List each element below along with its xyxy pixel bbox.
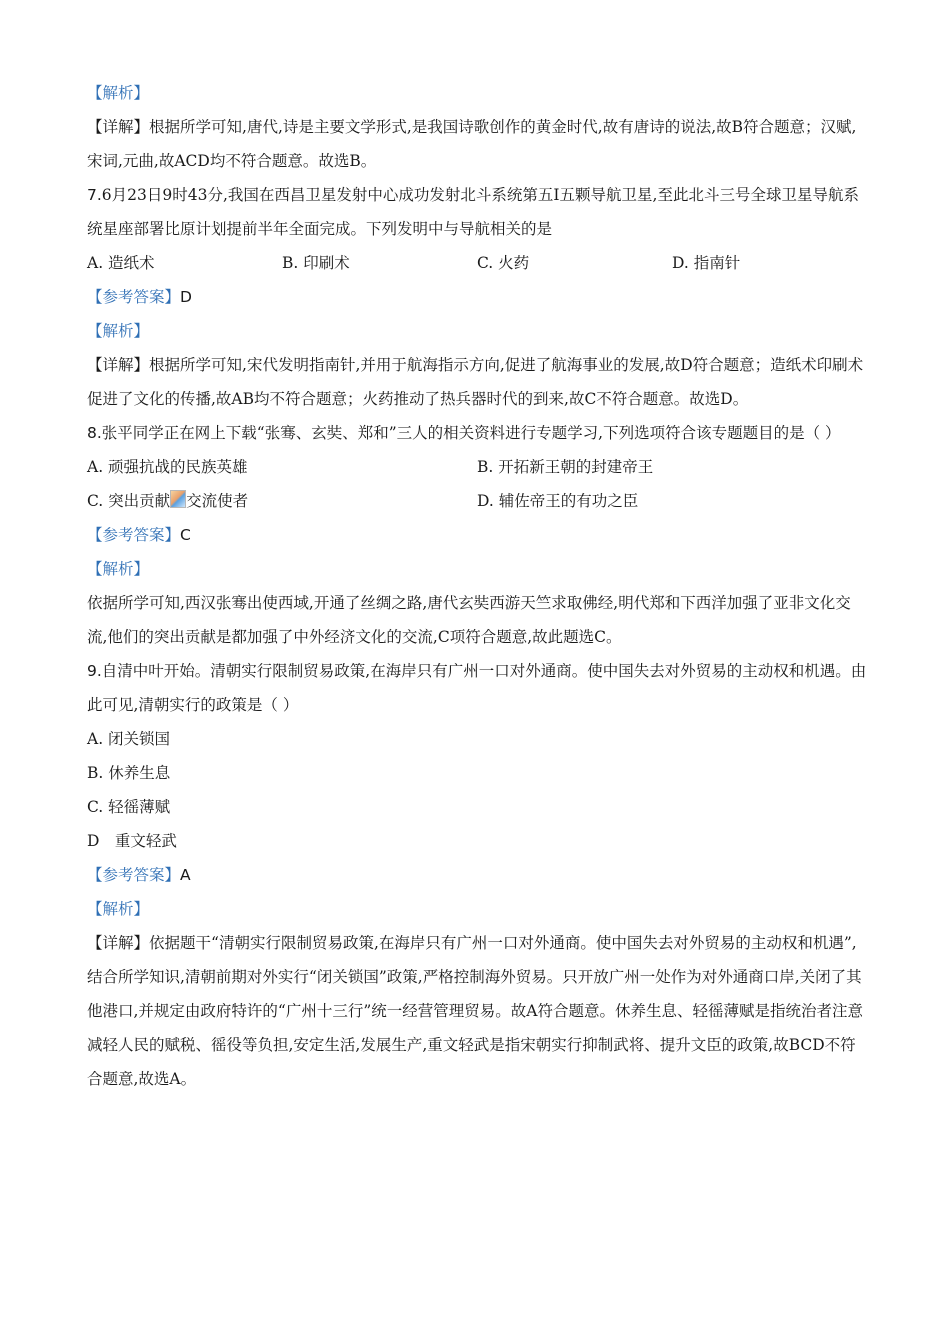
- option-d: D. 指南针: [672, 254, 741, 272]
- analysis-tag: 【解析】: [87, 900, 150, 918]
- question-number: 7.: [87, 186, 102, 204]
- option-c-text-end: 交流使者: [186, 492, 249, 510]
- detail-label: 【详解】: [87, 118, 150, 136]
- options-row: [87, 450, 867, 484]
- option-c: C. 轻徭薄赋: [87, 798, 171, 816]
- answer-value: D: [180, 288, 192, 306]
- question-text: 6月23日9时43分,我国在西昌卫星发射中心成功发射北斗系统第五Ⅰ五颗导航卫星,至此北斗三号全球卫星导航系统星座部署比原计划提前半年全面完成。下列发明中与导航相关的是: [87, 186, 859, 238]
- explanation-paragraph: 依据所学可知,西汉张骞出使西域,开通了丝绸之路,唐代玄奘西游天竺求取佛经,明代郑和下西洋加强了亚非文化交流,他们的突出贡献是都加强了中外经济文化的交流,C项符合题意,故此题选C。: [87, 594, 851, 646]
- answer-label: 【参考答案】: [87, 288, 181, 306]
- question-text: 张平同学正在网上下载“张骞、玄奘、郑和”三人的相关资料进行专题学习,下列选项符合该专题题目的是（ ）: [101, 424, 841, 442]
- option-a: A. 造纸术: [87, 254, 155, 272]
- question-7: [87, 178, 867, 246]
- explanation-text: 根据所学可知,宋代发明指南针,并用于航海指示方向,促进了航海事业的发展,故D符合题意；造纸术印刷术促进了文化的传播,故AB均不符合题意；火药推动了热兵器时代的到来,故C不符合题意。故选D。: [87, 356, 864, 408]
- option-c-text-start: C. 突出贡献: [87, 492, 171, 510]
- explanation-paragraph: [87, 348, 867, 416]
- option-a: A. 顽强抗战的民族英雄: [87, 458, 248, 476]
- question-9: [87, 654, 867, 722]
- analysis-tag: 【解析】: [87, 560, 150, 578]
- question-8: [87, 416, 867, 450]
- question-text: 自清中叶开始。清朝实行限制贸易政策,在海岸只有广州一口对外通商。使中国失去对外贸易的主动权和机遇。由此可见,清朝实行的政策是（ ）: [87, 662, 867, 714]
- answer-label: 【参考答案】: [87, 526, 181, 544]
- analysis-tag: 【解析】: [87, 84, 150, 102]
- option-c: C. 火药: [477, 254, 530, 272]
- options-row: [87, 246, 867, 280]
- explanation-paragraph: [87, 110, 867, 178]
- broken-image-icon: [170, 490, 186, 508]
- detail-label: 【详解】: [87, 934, 150, 952]
- option-b: B. 印刷术: [282, 254, 350, 272]
- reference-answer: [87, 858, 867, 892]
- analysis-tag: 【解析】: [87, 322, 150, 340]
- answer-value: A: [180, 866, 191, 884]
- reference-answer: [87, 518, 867, 552]
- option-d: D. 辅佐帝王的有功之臣: [477, 492, 639, 510]
- explanation-paragraph: [87, 926, 867, 1096]
- document-page: [87, 76, 867, 1096]
- question-number: 8.: [87, 424, 102, 442]
- option-c: [87, 484, 477, 518]
- option-d: D 重文轻武: [87, 832, 177, 850]
- detail-label: 【详解】: [87, 356, 150, 374]
- option-b: B. 休养生息: [87, 764, 171, 782]
- answer-value: C: [180, 526, 191, 544]
- answer-label: 【参考答案】: [87, 866, 181, 884]
- question-number: 9.: [87, 662, 102, 680]
- reference-answer: [87, 280, 867, 314]
- option-a: A. 闭关锁国: [87, 730, 171, 748]
- option-b: B. 开拓新王朝的封建帝王: [477, 458, 654, 476]
- explanation-text: 依据题干“清朝实行限制贸易政策,在海岸只有广州一口对外通商。使中国失去对外贸易的主动权和机遇”,结合所学知识,清朝前期对外实行“闭关锁国”政策,严格控制海外贸易。只开放广州一处作为对外通商口岸,关闭了其他港口,并规定由政府特许的“广州十三行”统一经营管理贸易。故A符合题意。休养生息、轻徭薄赋是指统治者注意减轻人民的赋税、徭役等负担,安定生活,发展生产,重文轻武是指宋朝实行抑制武将、提升文臣的政策,故BCD不符合题意,故选A。: [87, 934, 863, 1088]
- explanation-text: 根据所学可知,唐代,诗是主要文学形式,是我国诗歌创作的黄金时代,故有唐诗的说法,故B符合题意；汉赋,宋词,元曲,故ACD均不符合题意。故选B。: [87, 118, 857, 170]
- options-row: [87, 484, 867, 518]
